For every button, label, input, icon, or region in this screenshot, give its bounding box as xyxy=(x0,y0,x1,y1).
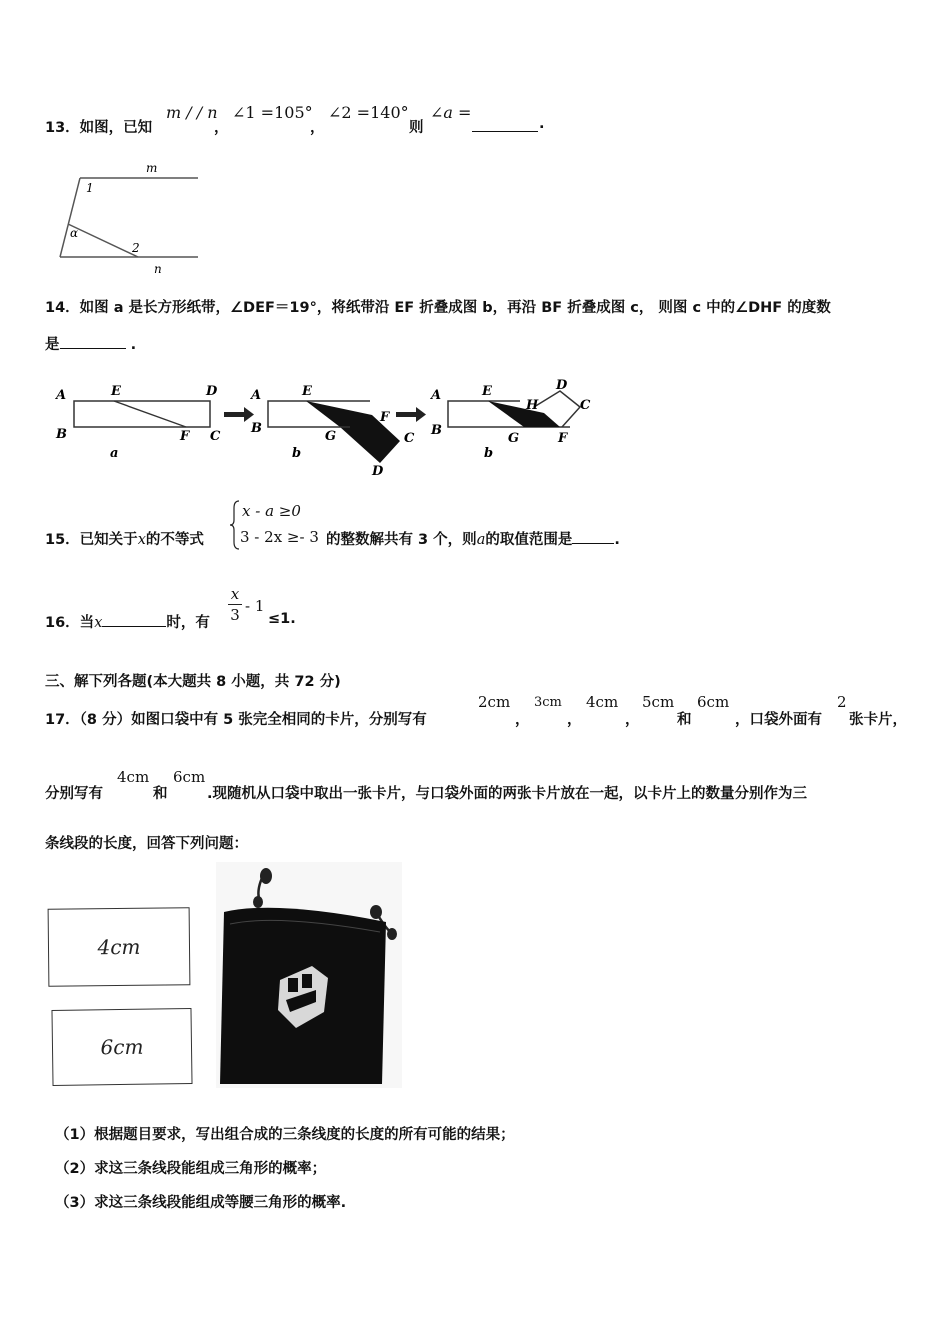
q15-inequality-1: x - a ≥0 xyxy=(242,502,301,520)
fig-c-E: E xyxy=(482,384,492,399)
q17-outside: ，口袋外面有 xyxy=(735,712,822,728)
q17-comma-1: ， xyxy=(515,712,530,728)
q15-system-brace xyxy=(230,500,240,550)
q17-outside-4cm: 4cm xyxy=(117,768,150,786)
q13-line xyxy=(45,116,152,137)
transversal-2 xyxy=(68,224,138,257)
q17-card-5cm: 5cm xyxy=(642,693,675,711)
fig-c-A: A xyxy=(431,388,442,403)
q16-answer-blank[interactable] xyxy=(102,625,166,627)
q17-subquestion-2: （2）求这三条线段能组成三角形的概率； xyxy=(55,1161,327,1177)
arrow-icon xyxy=(224,407,254,422)
q17-and-1: 和 xyxy=(677,712,692,728)
q17-intro: 17．（8 分）如图口袋中有 5 张完全相同的卡片，分别写有 xyxy=(45,712,427,728)
q14-answer-blank[interactable] xyxy=(60,347,126,349)
fig-b-F: F xyxy=(380,410,390,425)
q13-parallel-condition: m / / n xyxy=(166,103,218,122)
q17-count-two: 2 xyxy=(837,693,847,711)
fig-c-D: D xyxy=(556,378,568,393)
q16-denominator: 3 xyxy=(230,606,240,624)
outside-card-4cm: 4cm xyxy=(48,907,191,986)
q17-comma-2: ， xyxy=(567,712,582,728)
fig-a-B: B xyxy=(56,427,67,442)
label-angle-alpha: α xyxy=(70,226,79,240)
fig-c-caption: b xyxy=(484,446,494,461)
fig-b-caption: b xyxy=(292,446,302,461)
fig-b-C: C xyxy=(404,431,415,446)
fig-c-B: B xyxy=(431,423,442,438)
q15-inequality-2: 3 - 2x ≥- 3 xyxy=(240,528,319,546)
q17-draw-text: .现随机从口袋中取出一张卡片，与口袋外面的两张卡片放在一起，以卡片上的数量分别作为三 xyxy=(207,786,808,802)
label-n: n xyxy=(154,262,162,276)
q15-suffix: 的整数解共有 3 个，则a的取值范围是 . xyxy=(326,532,620,548)
q14-line2: 是 . xyxy=(45,337,137,353)
q17-comma-3: ， xyxy=(625,712,640,728)
arrow-icon xyxy=(396,407,426,422)
q17-question-lead: 条线段的长度，回答下列问题： xyxy=(45,836,248,852)
q13-comma-2: ， xyxy=(310,120,325,136)
q17-card-6cm: 6cm xyxy=(697,693,730,711)
fig-a-C: C xyxy=(210,429,221,444)
q14-figure xyxy=(50,377,610,477)
q17-subquestion-1: （1）根据题目要求，写出组合成的三条线度的长度的所有可能的结果； xyxy=(55,1127,515,1143)
q14-line1: 14．如图 a 是长方形纸带，∠DEF＝19°，将纸带沿 EF 折叠成图 b，再沿 BF 折叠成图 c， 则图 c 中的∠DHF 的度数 xyxy=(45,300,831,316)
q16-var-x: x xyxy=(94,615,103,631)
fig-c-H: H xyxy=(526,398,539,413)
q13-comma-1: ， xyxy=(214,120,229,136)
q16-numerator: x xyxy=(230,585,240,603)
q17-and-2: 和 xyxy=(153,786,168,802)
q17-card-3cm: 3cm xyxy=(534,695,562,710)
q16-suffix: ≤1. xyxy=(268,611,296,627)
label-m: m xyxy=(146,161,158,175)
fig-a-D: D xyxy=(206,384,218,399)
fig-c-C: C xyxy=(580,398,591,413)
fig-a-caption: a xyxy=(110,446,119,461)
q15-var-x: x xyxy=(137,532,146,548)
q13-number-text: 13．如图，已知 xyxy=(45,120,153,136)
fig-b-E: E xyxy=(302,384,312,399)
q16-prefix: 16．当x 时，有 xyxy=(45,615,210,631)
fig-b-G: G xyxy=(325,429,337,444)
fig-a-E: E xyxy=(111,384,121,399)
fig-c xyxy=(429,378,591,461)
q15-prefix: 15．已知关于x的不等式 xyxy=(45,532,204,548)
q15-answer-blank[interactable] xyxy=(572,542,614,544)
q13-period: . xyxy=(539,116,545,132)
label-angle-1: 1 xyxy=(86,181,94,195)
q17-outside-6cm: 6cm xyxy=(173,768,206,786)
fig-b xyxy=(249,384,415,477)
q13-angle1: ∠1 =105° xyxy=(232,103,313,122)
fig-b-A: A xyxy=(251,388,262,403)
q15-var-a: a xyxy=(476,532,486,548)
fig-c-F: F xyxy=(558,431,568,446)
q13-alpha-angle: ∠a = xyxy=(430,103,472,122)
q16-fraction-bar xyxy=(228,604,242,605)
q17-written: 分别写有 xyxy=(45,786,103,802)
fig-c-G: G xyxy=(508,431,520,446)
q13-then: 则 xyxy=(409,120,424,136)
q17-cards-label: 张卡片， xyxy=(849,712,907,728)
fig-b-B: B xyxy=(251,421,262,436)
q16-fraction xyxy=(228,585,242,624)
q13-answer-blank[interactable] xyxy=(472,130,538,132)
q13-figure xyxy=(52,158,202,276)
fig-a-A: A xyxy=(56,388,67,403)
transversal-1 xyxy=(60,178,80,257)
q17-card-2cm: 2cm xyxy=(478,693,511,711)
q17-card-4cm: 4cm xyxy=(586,693,619,711)
q14-period: . xyxy=(130,337,137,353)
fig-b-D: D xyxy=(372,464,384,477)
q17-subquestion-3: （3）求这三条线段能组成等腰三角形的概率. xyxy=(55,1195,347,1211)
fig-a-F: F xyxy=(180,429,190,444)
fig-a xyxy=(54,384,221,461)
drawstring-bag-image xyxy=(216,862,402,1088)
label-angle-2: 2 xyxy=(132,241,140,255)
section-3-heading: 三、解下列各题(本大题共 8 小题，共 72 分) xyxy=(45,674,341,690)
q13-angle2: ∠2 =140° xyxy=(328,103,409,122)
outside-card-6cm: 6cm xyxy=(51,1008,192,1086)
q16-minus-one: - 1 xyxy=(245,597,265,615)
